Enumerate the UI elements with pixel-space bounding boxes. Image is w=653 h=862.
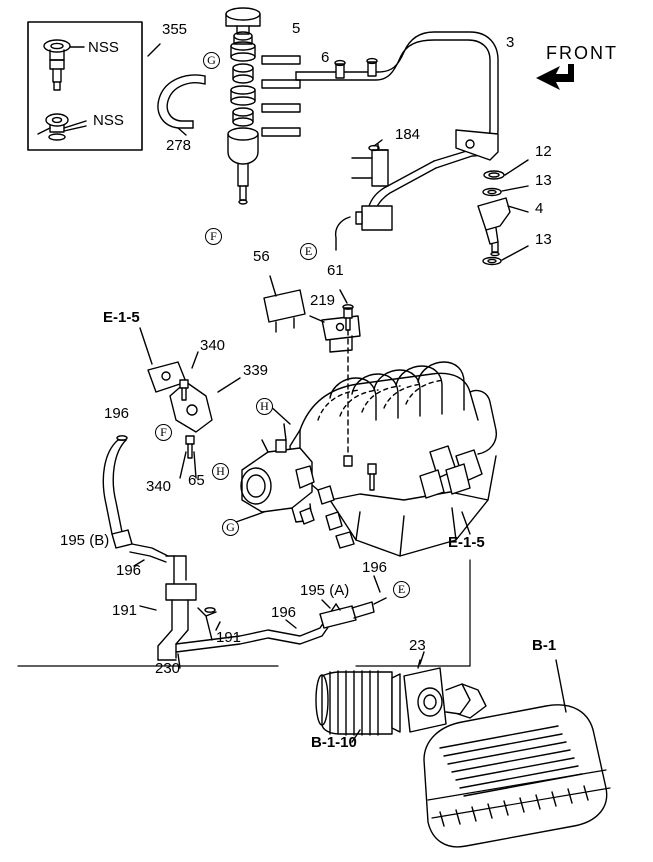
callout-219: 219 <box>310 292 336 309</box>
ref-bubble-g-lower: G <box>222 519 239 536</box>
callout-195-b: 195 (B) <box>60 532 110 549</box>
ref-bubble-g-top: G <box>203 52 220 69</box>
callout-6: 6 <box>321 49 330 66</box>
callout-340-lower: 340 <box>146 478 172 495</box>
ref-bubble-f-left: F <box>205 228 222 245</box>
callout-b-1-10: B-1-10 <box>311 734 357 751</box>
callout-nss-top: NSS <box>88 39 119 56</box>
callout-355: 355 <box>162 21 188 38</box>
front-direction-arrow-icon <box>534 62 578 96</box>
callout-3: 3 <box>506 34 515 51</box>
callout-e-1-5-right: E-1-5 <box>448 534 485 551</box>
callout-b-1: B-1 <box>532 637 557 654</box>
ref-bubble-h-upper: H <box>256 398 273 415</box>
callout-13-upper: 13 <box>535 172 552 189</box>
ref-bubble-f-mid: F <box>155 424 172 441</box>
callout-184: 184 <box>395 126 421 143</box>
callout-nss-bottom: NSS <box>93 112 124 129</box>
ref-bubble-e-lower: E <box>393 581 410 598</box>
callout-339: 339 <box>243 362 269 379</box>
front-orientation-label: FRONT <box>546 43 618 63</box>
callout-278: 278 <box>166 137 192 154</box>
callout-23: 23 <box>409 637 426 654</box>
callout-5: 5 <box>292 20 301 37</box>
callout-195-a: 195 (A) <box>300 582 350 599</box>
callout-230: 230 <box>155 660 181 677</box>
callout-4: 4 <box>535 200 544 217</box>
callout-e-1-5-left: E-1-5 <box>103 309 140 326</box>
callout-56: 56 <box>253 248 270 265</box>
ref-bubble-e-mid: E <box>300 243 317 260</box>
callout-191-a: 191 <box>112 602 138 619</box>
callout-13-lower: 13 <box>535 231 552 248</box>
callout-340-upper: 340 <box>200 337 226 354</box>
callout-196-d: 196 <box>362 559 388 576</box>
callout-196-a: 196 <box>104 405 130 422</box>
callout-196-b: 196 <box>116 562 142 579</box>
callout-191-b: 191 <box>216 629 242 646</box>
ref-bubble-h-lower: H <box>212 463 229 480</box>
callout-61: 61 <box>327 262 344 279</box>
callout-65: 65 <box>188 472 205 489</box>
callout-196-c: 196 <box>271 604 297 621</box>
callout-12: 12 <box>535 143 552 160</box>
